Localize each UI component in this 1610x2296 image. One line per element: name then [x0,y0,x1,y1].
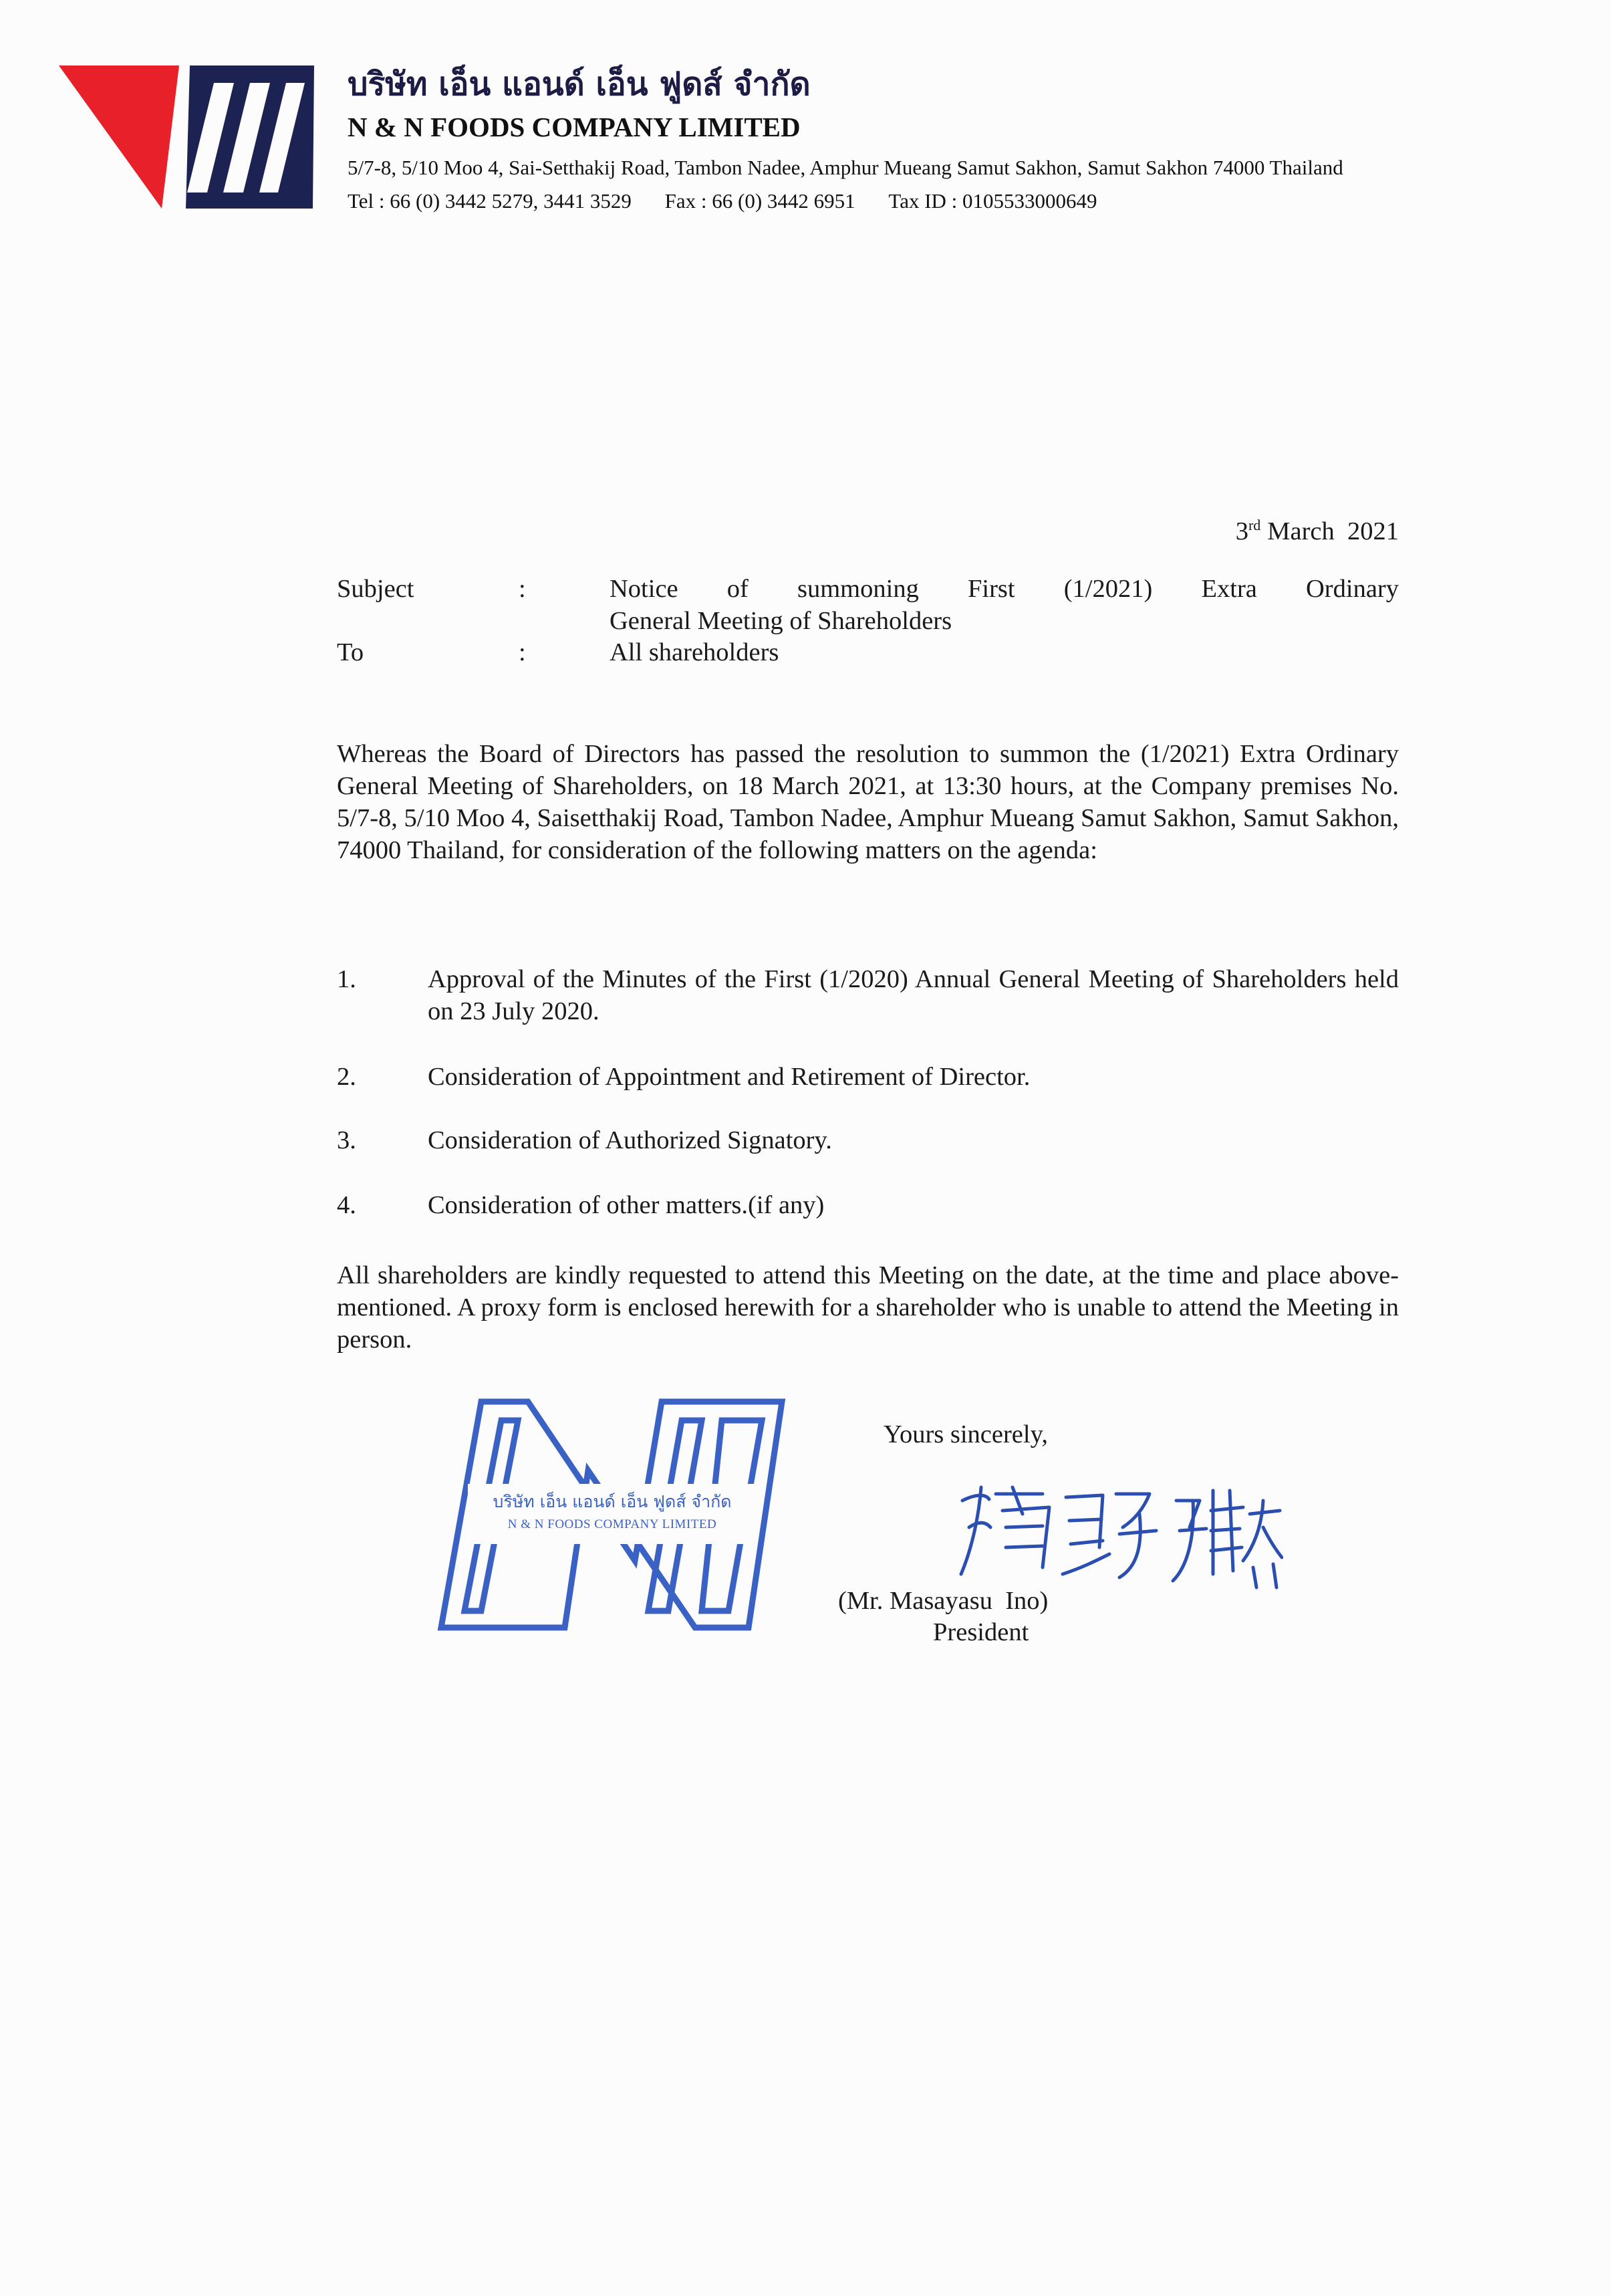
agenda-item-number: 3. [337,1126,356,1154]
to-colon: : [519,638,526,666]
to-label: To [337,638,364,666]
intro-paragraph: Whereas the Board of Directors has passed the resolution to summon the (1/2021) Extra Ordinary General Meeting of Shareholders, on 18 March 2021, at 13:30 hours, at the Company premises No. 5/7-8, 5/10 Moo 4, Saisetthakij Road, Tambon Nadee, Amphur Mueang Samut Sakhon, Samut Sakhon, 74000 Thailand, for consideration of the following matters on the agenda: [337,740,1399,864]
agenda-item-text: Approval of the Minutes of the First (1/2020) Annual General Meeting of Shareholders held on 23 July 2020. [428,965,1399,1025]
agenda-item-text: Consideration of Appointment and Retirement of Director. [428,1063,1031,1091]
agenda-item-number: 4. [337,1191,356,1219]
subject-colon: : [519,575,526,603]
signer-name: (Mr. Masayasu Ino) [838,1587,1049,1615]
stamp-label-box [468,1484,757,1544]
tax-id: Tax ID : 0105533000649 [888,189,1097,213]
logo-red-t [59,66,179,209]
letter-date [1236,509,1399,547]
signer-title: President [933,1618,1029,1646]
company-stamp [434,1394,790,1634]
subject-line-1: Notice of summoning First (1/2021) Extra Ordinary [610,575,1399,603]
agenda-item-text: Consideration of Authorized Signatory. [428,1126,832,1154]
date-month-year: March 2021 [1267,517,1399,545]
company-address: 5/7-8, 5/10 Moo 4, Sai-Setthakij Road, Tambon Nadee, Amphur Mueang Samut Sakhon, Samut Sakhon 74000 Thailand [348,156,1343,179]
date-suffix: rd [1248,517,1261,533]
telephone: Tel : 66 (0) 3442 5279, 3441 3529 [348,189,632,213]
sign-off: Yours sincerely, [884,1420,1048,1448]
agenda-item-text: Consideration of other matters.(if any) [428,1191,825,1219]
stamp-company-english: N & N FOODS COMPANY LIMITED [507,1517,717,1531]
recipient: All shareholders [610,638,779,666]
company-logo [59,66,314,209]
subject-label: Subject [337,575,414,603]
date-day: 3 [1235,517,1248,545]
handwritten-signature [949,1474,1283,1591]
agenda-item-number: 2. [337,1063,356,1091]
subject-line-2: General Meeting of Shareholders [610,607,952,635]
closing-paragraph: All shareholders are kindly requested to attend this Meeting on the date, at the time and place above-mentioned. A proxy form is enclosed herewith for a shareholder who is unable to attend the Meeting in person. [337,1261,1399,1354]
subject-text [610,573,1399,637]
company-name-english: N & N FOODS COMPANY LIMITED [348,112,801,142]
agenda-item-number: 1. [337,965,356,993]
company-name-thai: บริษัท เอ็น แอนด์ เอ็น ฟูดส์ จำกัด [348,66,811,103]
stamp-company-thai: บริษัท เอ็น แอนด์ เอ็น ฟูดส์ จำกัด [493,1492,732,1511]
fax-number: Fax : 66 (0) 3442 6951 [664,189,855,213]
contact-line [348,189,1097,213]
